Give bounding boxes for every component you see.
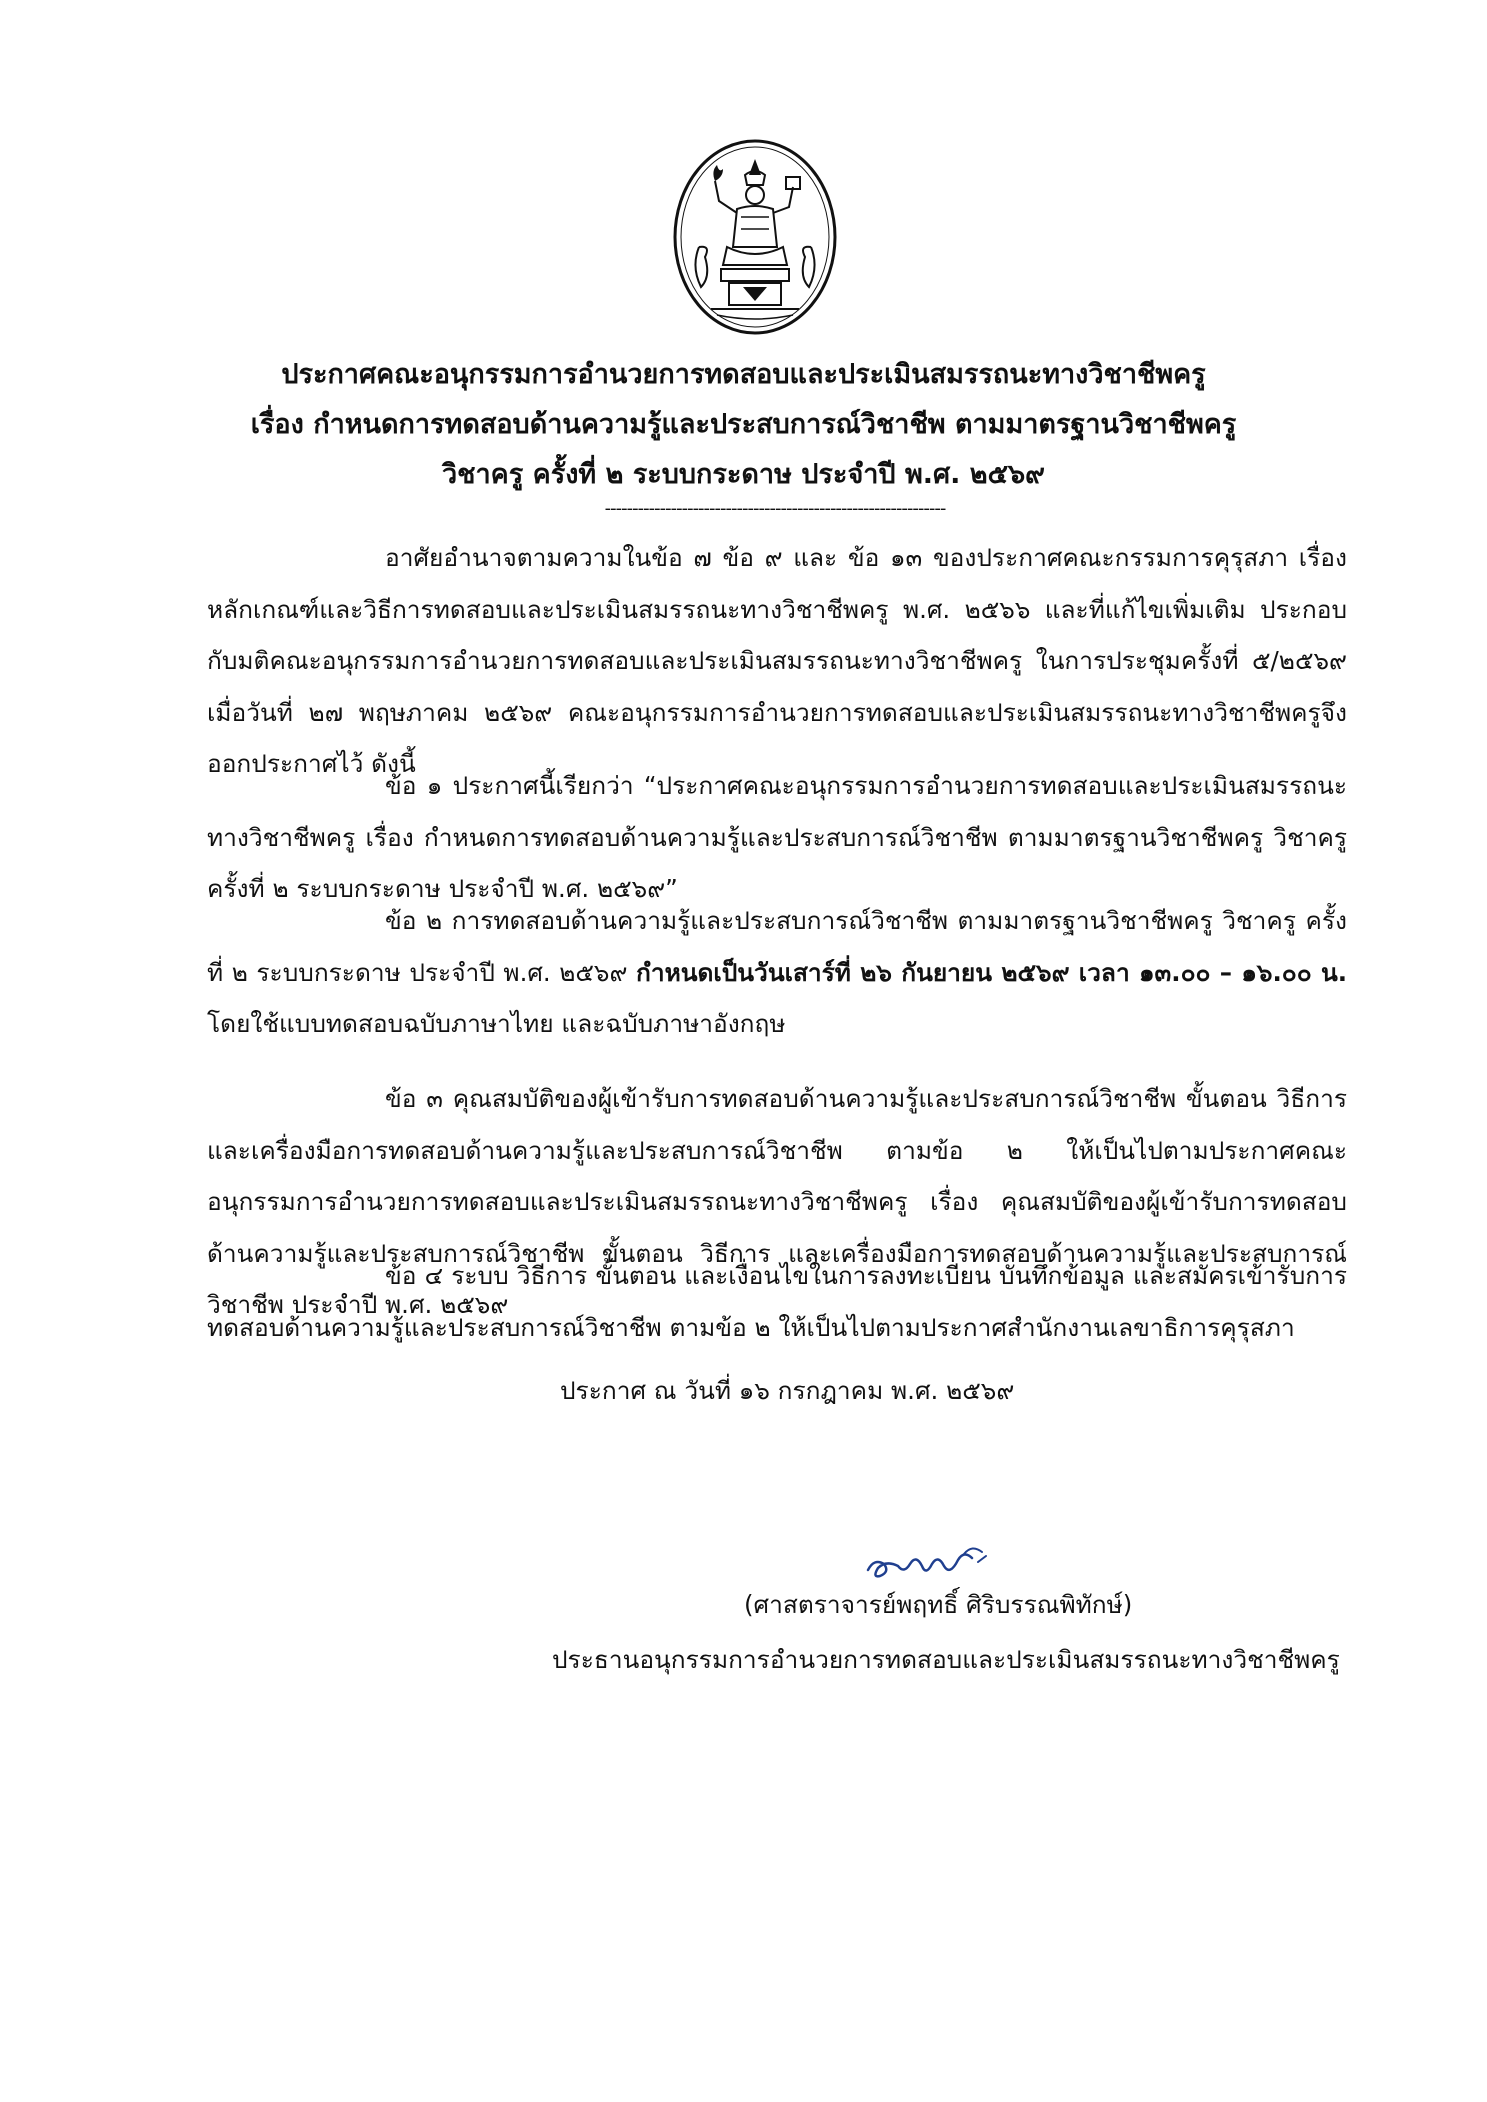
announcement-date: ประกาศ ณ วันที่ ๑๖ กรกฎาคม พ.ศ. ๒๕๖๙ bbox=[560, 1376, 1015, 1405]
announcement-subject-continued: วิชาครู ครั้งที่ ๒ ระบบกระดาษ ประจำปี พ.ศ. ๒๕๖๙ bbox=[442, 459, 1045, 490]
announcement-subject: เรื่อง กำหนดการทดสอบด้านความรู้และประสบการณ์วิชาชีพ ตามมาตรฐานวิชาชีพครู bbox=[250, 409, 1237, 440]
clause-3-paragraph: ข้อ ๓ คุณสมบัติของผู้เข้ารับการทดสอบด้านความรู้และประสบการณ์วิชาชีพ ขั้นตอน วิธีการ และเครื่องมือการทดสอบด้านความรู้และประสบการณ์วิชาชีพ ตามข้อ ๒ ให้เป็นไปตามประกาศคณะอนุกรรมการอำนวยการทดสอบและประเมินสมรรถนะทางวิชาชีพครู เรื่อง คุณสมบัติของผู้เข้ารับการทดสอบด้านความรู้และประสบการณ์วิชาชีพ ขั้นตอน วิธีการ และเครื่องมือการทดสอบด้านความรู้และประสบการณ์วิชาชีพ ประจำปี พ.ศ. ๒๕๖๙ bbox=[207, 1084, 1347, 1319]
clause-4-paragraph: ข้อ ๔ ระบบ วิธีการ ขั้นตอน และเงื่อนไขในการลงทะเบียน บันทึกข้อมูล และสมัครเข้ารับการทดสอบด้านความรู้และประสบการณ์วิชาชีพ ตามข้อ ๒ ให้เป็นไปตามประกาศสำนักงานเลขาธิการคุรุสภา bbox=[207, 1261, 1347, 1342]
clause-2-paragraph bbox=[207, 895, 1347, 1050]
announcement-title: ประกาศคณะอนุกรรมการอำนวยการทดสอบและประเมินสมรรถนะทางวิชาชีพครู bbox=[281, 359, 1206, 390]
clause-2-text-start: ข้อ ๒ การทดสอบด้านความรู้และประสบการณ์วิชาชีพ ตามมาตรฐานวิชาชีพครู วิชาครู ครั้งที่ ๒ ระบบกระดาษ ประจำปี พ.ศ. ๒๕๖๙ bbox=[207, 906, 1347, 987]
divider-line: -------------------------------------------------------------- bbox=[604, 498, 946, 519]
clause-2-text-end: โดยใช้แบบทดสอบฉบับภาษาไทย และฉบับภาษาอังกฤษ bbox=[207, 1009, 786, 1038]
signer-name: (ศาสตราจารย์พฤทธิ์ ศิริบรรณพิทักษ์) bbox=[744, 1590, 1133, 1619]
clause-2-exam-date: กำหนดเป็นวันเสาร์ที่ ๒๖ กันยายน ๒๕๖๙ เวลา ๑๓.๐๐ – ๑๖.๐๐ น. bbox=[635, 957, 1348, 987]
teachers-council-seal-icon bbox=[671, 137, 839, 337]
intro-paragraph: อาศัยอำนาจตามความในข้อ ๗ ข้อ ๙ และ ข้อ ๑๓ ของประกาศคณะกรรมการคุรุสภา เรื่อง หลักเกณฑ์และวิธีการทดสอบและประเมินสมรรถนะทางวิชาชีพครู พ.ศ. ๒๕๖๖ และที่แก้ไขเพิ่มเติม ประกอบกับมติคณะอนุกรรมการอำนวยการทดสอบและประเมินสมรรถนะทางวิชาชีพครู ในการประชุมครั้งที่ ๕/๒๕๖๙ เมื่อวันที่ ๒๗ พฤษภาคม ๒๕๖๙ คณะอนุกรรมการอำนวยการทดสอบและประเมินสมรรถนะทางวิชาชีพครูจึงออกประกาศไว้ ดังนี้ bbox=[207, 543, 1347, 778]
signer-position: ประธานอนุกรรมการอำนวยการทดสอบและประเมินสมรรถนะทางวิชาชีพครู bbox=[552, 1645, 1340, 1674]
clause-1-paragraph: ข้อ ๑ ประกาศนี้เรียกว่า “ประกาศคณะอนุกรรมการอำนวยการทดสอบและประเมินสมรรถนะทางวิชาชีพครู เรื่อง กำหนดการทดสอบด้านความรู้และประสบการณ์วิชาชีพ ตามมาตรฐานวิชาชีพครู วิชาครู ครั้งที่ ๒ ระบบกระดาษ ประจำปี พ.ศ. ๒๕๖๙” bbox=[207, 771, 1347, 903]
handwritten-signature bbox=[860, 1540, 1020, 1590]
